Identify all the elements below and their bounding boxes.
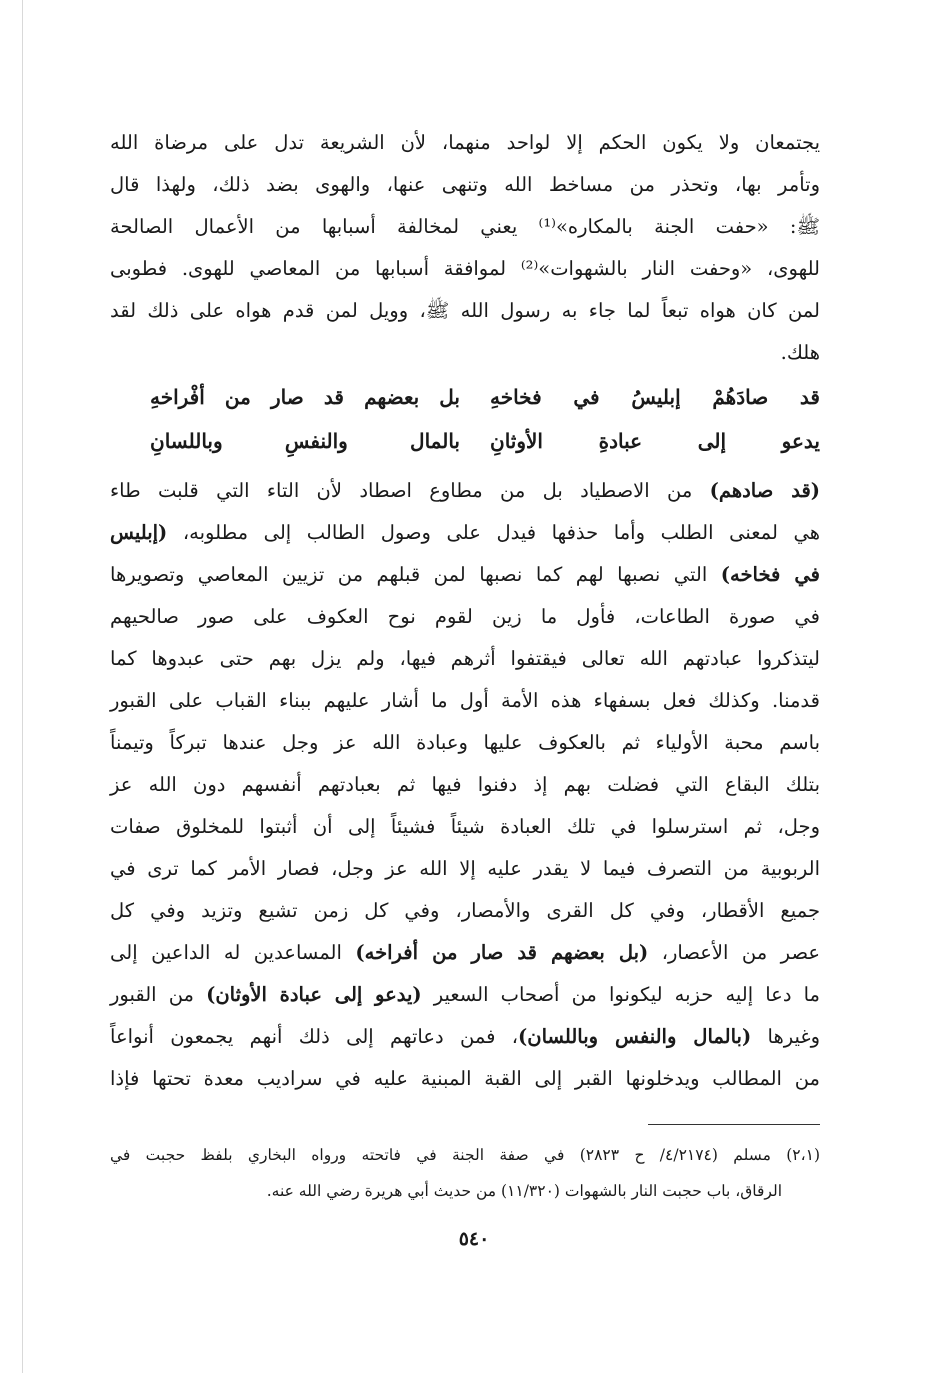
text-line: بتلك البقاع التي فضلت بهم إذ دفنوا فيها ثم بعبادتهم أنفسهم دون الله عز	[110, 773, 820, 796]
text-line: في صورة الطاعات، فأول ما زين لقوم نوح العكوف على صور صالحيهم	[110, 605, 820, 628]
verse-2-first-hemistich: يدعو إلى عبادةِ الأوثانِ	[490, 429, 820, 453]
text-run: من الاصطياد بل من مطاوع اصطاد لأن التاء التي قلبت طاء	[110, 479, 710, 502]
text-line: الربوبية من التصرف فيما لا يقدر عليه إلا الله عز وجل، فصار الأمر كما ترى في	[110, 857, 820, 880]
quoted-phrase: (بالمال والنفس وباللسان)	[518, 1025, 752, 1048]
text-line: من المطالب ويدخلونها القبر إلى القبة المبنية عليه في سراديب معدة تحتها فإذا	[110, 1067, 820, 1090]
quoted-phrase: (يدعو إلى عبادة الأوثان)	[206, 983, 422, 1006]
text-line: لمن كان هواه تبعاً لما جاء به رسول الله ﷺ، وويل لمن قدم هواه على ذلك لقد	[110, 299, 820, 322]
text-run: وغيرها	[751, 1025, 820, 1048]
text-line	[110, 932, 820, 974]
text-line	[110, 470, 820, 512]
quoted-phrase: (قد صادهم)	[709, 479, 820, 502]
text-run: ما دعا إليه حزبه ليكونوا من أصحاب السعير	[421, 983, 820, 1006]
text-run: ، فمن دعاتهم إلى ذلك أنهم يجمعون أنواعاً	[110, 1025, 519, 1048]
text-line	[110, 512, 820, 554]
text-line	[110, 554, 820, 596]
text-line: ﷺ: «حفت الجنة بالمكاره»⁽¹⁾ يعني لمخالفة أسبابها من الأعمال الصالحة	[110, 215, 820, 238]
footnote-separator	[648, 1124, 820, 1125]
text-line: باسم محبة الأولياء ثم بالعكوف عليها وعبادة الله عز وجل عندها تبركاً وتيمناً	[110, 731, 820, 754]
text-line: قدمنا. وكذلك فعل بسفهاء هذه الأمة أول ما أشار عليهم ببناء القباب على القبور	[110, 689, 820, 712]
verse-1-second-hemistich: بل بعضهم قد صار من أفْراخهِ	[150, 385, 460, 409]
text-run: من القبور	[110, 983, 207, 1006]
footnotes	[110, 1137, 820, 1209]
footnote-line: الرقاق، باب حجبت النار بالشهوات (١١/٣٢٠) من حديث أبي هريرة رضي الله عنه.	[266, 1182, 782, 1200]
text-line: يجتمعان ولا يكون الحكم إلا لواحد منهما، لأن الشريعة تدل على مرضاة الله	[110, 131, 820, 154]
quoted-phrase: (بل بعضهم قد صار من أفراخه)	[355, 941, 649, 964]
poem-verses	[110, 376, 820, 466]
verse-1-first-hemistich: قد صادَهُمْ إبليسُ في فخاخهِ	[490, 385, 820, 409]
text-line: وتأمر بها، وتحذر من مساخط الله وتنهى عنها، والهوى بضد ذلك، ولهذا قال	[110, 173, 820, 196]
text-run: التي نصبها لهم كما نصبها لمن قبلهم من تزيين المعاصي وتصويرها	[110, 563, 721, 586]
text-run: هي لمعنى الطلب وأما حذفها فيدل على وصول الطالب إلى مطلوبه،	[167, 521, 820, 544]
text-line: هلك.	[780, 341, 820, 364]
footnote-line: (٢،١) مسلم (٤/٢١٧٤/ ح ٢٨٢٣) في صفة الجنة في فاتحته ورواه البخاري بلفظ حجبت في	[110, 1146, 820, 1164]
quoted-phrase: (إبليس	[110, 521, 168, 544]
text-run: المساعدين له الداعين إلى	[110, 941, 356, 964]
page-edge-line	[22, 0, 23, 1373]
verse-2-second-hemistich: بالمال والنفسِ وباللسانِ	[150, 429, 460, 453]
quoted-phrase: في فخاخه)	[720, 563, 820, 586]
page-number: ٥٤٠	[458, 1228, 490, 1250]
text-line: جميع الأقطار، وفي كل القرى والأمصار، وفي كل زمن تشيع وتزيد وفي كل	[110, 899, 820, 922]
main-text	[110, 122, 820, 1100]
text-line	[110, 1016, 820, 1058]
text-line: ليتذكروا عبادتهم الله تعالى فيقتفوا أثرهم فيها، ولم يزل بهم حتى عبدوها كما	[110, 647, 820, 670]
text-run: عصر من الأعصار،	[648, 941, 820, 964]
text-line: للهوى، «وحفت النار بالشهوات»⁽²⁾ لموافقة أسبابها من المعاصي للهوى. فطوبى	[110, 257, 821, 280]
text-line: وجل، ثم استرسلوا في تلك العبادة شيئاً فشيئاً إلى أن أثبتوا للمخلوق صفات	[110, 815, 820, 838]
text-line	[110, 974, 820, 1016]
